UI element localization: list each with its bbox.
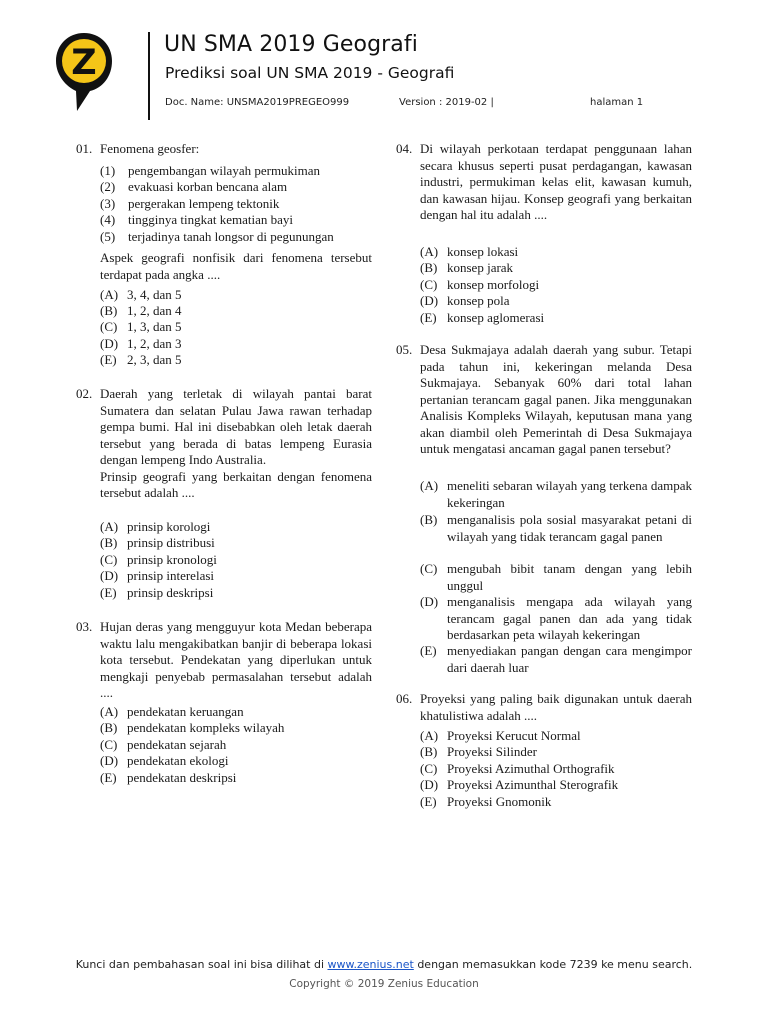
option-e[interactable]: (E) pendekatan deskripsi xyxy=(100,770,237,785)
option-c[interactable]: (C) pendekatan sejarah xyxy=(100,737,227,752)
option-a[interactable]: (A) konsep lokasi xyxy=(420,244,519,259)
statement-3: (3) pergerakan lempeng tektonik xyxy=(100,196,280,211)
question-stem: Daerah yang terletak di wilayah pantai barat Sumatera dan selatan Pulau Jawa rawan terhadap gempa bumi. Hal ini disebabkan oleh letak daerah tersebut yang berada di batas lempeng Eurasia dengan lempeng Indo Australia. xyxy=(100,386,372,467)
zenius-logo xyxy=(54,31,114,113)
question-prompt: Prinsip geografi yang berkaitan dengan fenomena tersebut adalah .... xyxy=(100,468,372,500)
option-b[interactable]: (B) konsep jarak xyxy=(420,260,514,275)
page-number: halaman 1 xyxy=(590,97,644,108)
question-stem: Proyeksi yang paling baik digunakan untuk daerah khatulistiwa adalah .... xyxy=(420,691,692,723)
option-d[interactable]: (D) pendekatan ekologi xyxy=(100,753,229,768)
logo-letter: Z xyxy=(71,43,97,83)
option-b[interactable]: (B) Proyeksi Silinder xyxy=(420,744,537,759)
question-stem: Di wilayah perkotaan terdapat penggunaan lahan secara khusus seperti pusat perdagangan, kawasan industri, permukiman kelas elit, kawasan kumuh, dan kawasan hijau. Konsep geografi yang berkaitan dengan hal itu adalah .... xyxy=(420,141,692,222)
header-divider xyxy=(148,32,150,120)
question-04 xyxy=(396,141,692,331)
statement-1: (1) pengembangan wilayah permukiman xyxy=(100,163,321,178)
option-b[interactable]: (B) 1, 2, dan 4 xyxy=(100,303,182,318)
question-number: 05. xyxy=(396,342,413,357)
footer-text-before: Kunci dan pembahasan soal ini bisa dilihat di xyxy=(75,958,324,971)
option-a[interactable]: (A) meneliti sebaran wilayah yang terkena dampak kekeringan xyxy=(420,478,692,510)
option-c[interactable]: (C) 1, 3, dan 5 xyxy=(100,319,182,334)
doc-name: Doc. Name: UNSMA2019PREGEO999 xyxy=(165,97,350,108)
question-stem: Desa Sukmajaya adalah daerah yang subur. Tetapi pada tahun ini, kekeringan melanda Desa Sukmajaya. Sebanyak 60% dari total lahan pertanian terancam gagal panen. Jika menggunakan Analisis Kompleks Wilayah, keputusan mana yang akan diambil oleh Pemerintah di Desa Sukmajaya untuk mengatasi ancaman gagal panen tersebut? xyxy=(420,342,692,456)
option-d[interactable]: (D) 1, 2, dan 3 xyxy=(100,336,182,351)
statement-2: (2) evakuasi korban bencana alam xyxy=(100,179,288,194)
zenius-link[interactable]: www.zenius.net xyxy=(327,958,414,971)
question-02 xyxy=(76,386,372,606)
doc-version: Version : 2019-02 | xyxy=(399,97,494,108)
question-number: 02. xyxy=(76,386,93,401)
question-number: 01. xyxy=(76,141,93,156)
option-d[interactable]: (D) konsep pola xyxy=(420,293,510,308)
question-number: 03. xyxy=(76,619,93,634)
option-e[interactable]: (E) Proyeksi Gnomonik xyxy=(420,794,552,809)
question-prompt: Aspek geografi nonfisik dari fenomena tersebut terdapat pada angka .... xyxy=(100,250,372,282)
option-c[interactable]: (C) Proyeksi Azimuthal Orthografik xyxy=(420,761,615,776)
question-number: 04. xyxy=(396,141,413,156)
option-c[interactable]: (C) mengubah bibit tanam dengan yang lebih unggul xyxy=(420,561,692,593)
question-01 xyxy=(76,141,372,371)
option-e[interactable]: (E) prinsip deskripsi xyxy=(100,585,214,600)
option-e[interactable]: (E) konsep aglomerasi xyxy=(420,310,545,325)
option-a[interactable]: (A) prinsip korologi xyxy=(100,519,211,534)
question-intro: Fenomena geosfer: xyxy=(100,141,200,156)
option-a[interactable]: (A) pendekatan keruangan xyxy=(100,704,244,719)
question-stem: Hujan deras yang mengguyur kota Medan beberapa waktu lalu mengakibatkan banjir di beberapa lokasi kota tersebut. Pendekatan yang diperlukan untuk mengkaji penyebab permasalahan tersebut adalah .... xyxy=(100,619,372,700)
option-d[interactable]: (D) Proyeksi Azimunthal Sterografik xyxy=(420,777,619,792)
option-c[interactable]: (C) prinsip kronologi xyxy=(100,552,217,567)
copyright: Copyright © 2019 Zenius Education xyxy=(289,978,479,990)
option-a[interactable]: (A) Proyeksi Kerucut Normal xyxy=(420,728,581,743)
option-b[interactable]: (B) prinsip distribusi xyxy=(100,535,215,550)
question-number: 06. xyxy=(396,691,413,706)
option-d[interactable]: (D) menganalisis mengapa ada wilayah yang terancam gagal panen dan ada yang tidak berdasarkan peta wilayah kekeringan xyxy=(420,594,692,642)
option-e[interactable]: (E) 2, 3, dan 5 xyxy=(100,352,182,367)
question-06 xyxy=(396,691,692,821)
statement-4: (4) tingginya tingkat kematian bayi xyxy=(100,212,293,227)
footer-text-after: dengan memasukkan kode 7239 ke menu search. xyxy=(417,958,693,971)
option-b[interactable]: (B) pendekatan kompleks wilayah xyxy=(100,720,285,735)
statement-5: (5) terjadinya tanah longsor di pegunungan xyxy=(100,229,334,244)
option-c[interactable]: (C) konsep morfologi xyxy=(420,277,540,292)
option-a[interactable]: (A) 3, 4, dan 5 xyxy=(100,287,182,302)
footer-note xyxy=(0,958,768,971)
option-e[interactable]: (E) menyediakan pangan dengan cara mengimpor dari daerah luar xyxy=(420,643,692,675)
option-d[interactable]: (D) prinsip interelasi xyxy=(100,568,215,583)
option-b[interactable]: (B) menganalisis pola sosial masyarakat petani di wilayah yang tidak terancam gagal panen xyxy=(420,512,692,544)
document-subtitle: Prediksi soal UN SMA 2019 - Geografi xyxy=(165,64,455,82)
document-title: UN SMA 2019 Geografi xyxy=(164,32,418,57)
question-05 xyxy=(396,342,692,682)
question-03 xyxy=(76,619,372,789)
